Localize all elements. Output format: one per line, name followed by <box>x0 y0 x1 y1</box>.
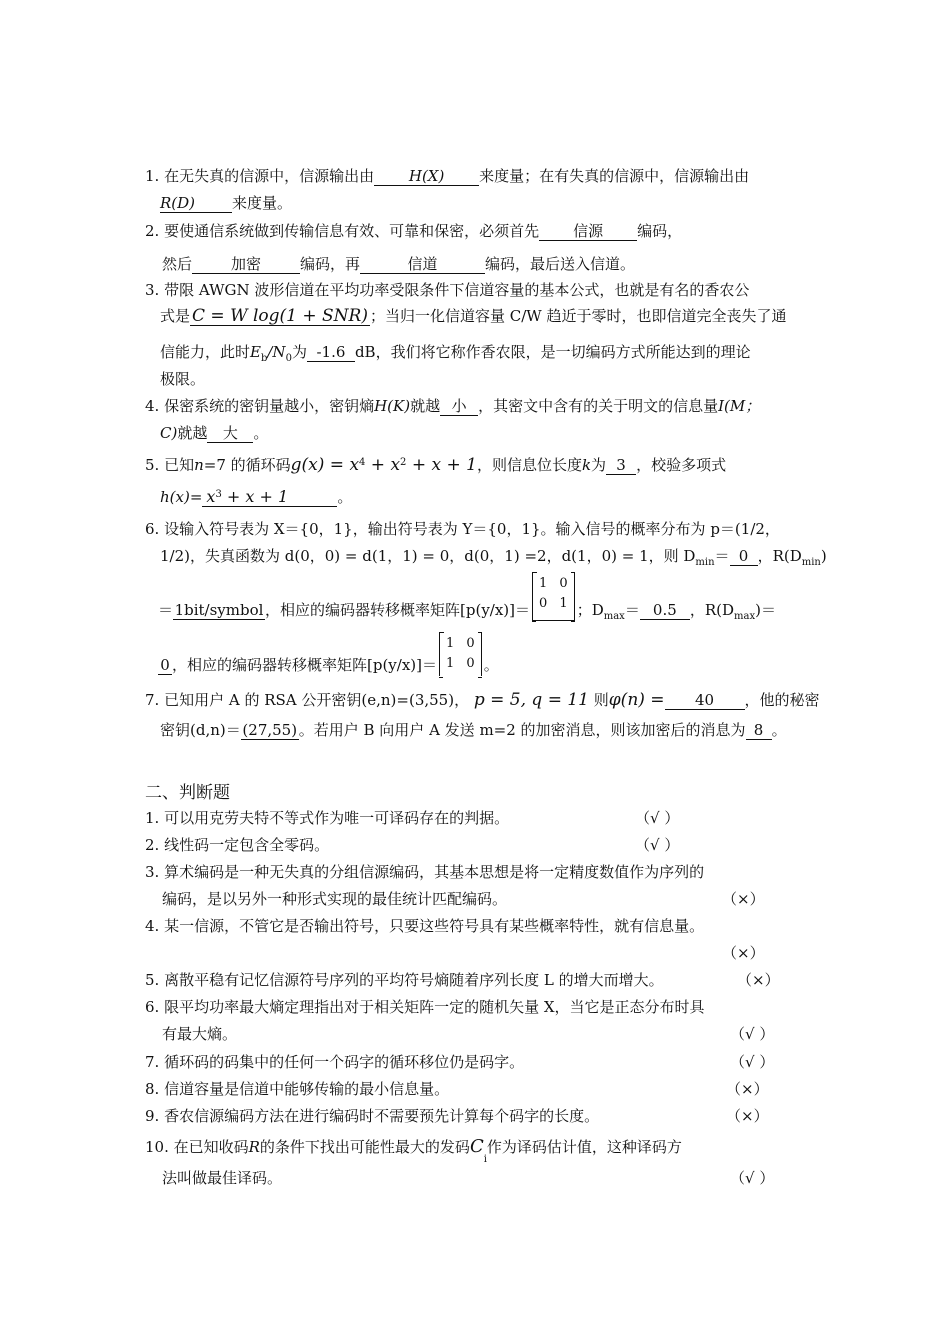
q2-answer-2: 加密 <box>192 256 300 274</box>
q4-line1: 4. 保密系统的密钥量越小，密钥熵H(K)就越 小 ，其密文中含有的关于明文的信息量I(M； <box>145 397 761 415</box>
section-title-judgement: 二、判断题 <box>145 783 230 803</box>
judge-item-6: 6. 限平均功率最大熵定理指出对于相关矩阵一定的随机矢量 X，当它是正态分布时具 <box>145 998 705 1016</box>
judge-mark-5: （×） <box>737 971 780 989</box>
judge-mark-1: （√ ） <box>635 809 680 827</box>
judge-mark-7: （√ ） <box>730 1053 775 1071</box>
judge-item-8: 8. 信道容量是信道中能够传输的最小信息量。 <box>145 1080 450 1098</box>
q3-line1: 3. 带限 AWGN 波形信道在平均功率受限条件下信道容量的基本公式，也就是有名的香农公 <box>145 281 750 299</box>
q1-answer-2: R(D) <box>160 195 232 213</box>
q3-line4: 极限。 <box>160 370 206 388</box>
q3-line2: 式是 C = W log(1 + SNR) ；当归一化信道容量 C/W 趋近于零时，也即信道完全丧失了通 <box>160 306 787 326</box>
q3-answer: -1.6 <box>307 344 355 362</box>
q1-answer-1: H(X) <box>374 168 479 186</box>
q6-answer-4: 0 <box>158 657 172 675</box>
judge-item-3-cont: 编码，是以另外一种形式实现的最佳统计匹配编码。 <box>162 890 508 908</box>
judge-item-4: 4. 某一信源，不管它是否输出符号，只要这些符号具有某些概率特性，就有信息量。 <box>145 917 705 935</box>
judge-item-1: 1. 可以用克劳夫特不等式作为唯一可译码存在的判据。 <box>145 809 510 827</box>
q6-line2: 1/2)，失真函数为 d(0，0) = d(1，1) = 0，d(0，1) =2，d(1，0) = 1，则 $D_{min}= 0$ ，$R(D_{min})$ <box>160 547 827 568</box>
q1-line1: 1. 在无失真的信源中，信源输出由 H(X) 来度量；在有失真的信源中，信源输出由 <box>145 167 750 185</box>
judge-item-10-cont: 法叫做最佳译码。 <box>162 1169 283 1187</box>
q5-answer-1: 3 <box>606 457 636 475</box>
q4-answer-1: 小 <box>440 398 478 416</box>
q7-answer-2: (27,55) <box>242 721 298 739</box>
q6-answer-3: 0.5 <box>640 602 690 620</box>
q1-line2: R(D) 来度量。 <box>160 194 293 212</box>
judge-mark-6: （√ ） <box>730 1025 775 1043</box>
judge-mark-10: （√ ） <box>730 1169 775 1187</box>
q2-line2: 然后 加密 编码，再 信道 编码，最后送入信道。 <box>162 255 636 273</box>
q6-line3: ＝ 1bit/symbol ，相应的编码器转移概率矩阵[p(y/x)]＝ 1 0 0 1 ；$D_{max}= 0.5$ ，$R(D_{max})=$ <box>158 572 776 624</box>
q4-line2: C)就越 大 。 <box>160 424 269 442</box>
q6-answer-2: 1bit/symbol <box>174 600 264 619</box>
q2-answer-1: 信源 <box>539 223 637 241</box>
q7-line1: 7. 已知用户 A 的 RSA 公开密钥(e,n)=(3,55)， p = 5, q = 11 则φ(n) = 40 ，他的秘密 <box>145 690 820 710</box>
shannon-formula: C = W log(1 + SNR) <box>192 306 368 326</box>
judge-item-6-cont: 有最大熵。 <box>162 1025 238 1043</box>
transition-matrix-2: 1 0 1 0 <box>439 632 482 676</box>
judge-mark-9: （×） <box>726 1107 769 1125</box>
judge-item-9: 9. 香农信源编码方法在进行编码时不需要预先计算每个码字的长度。 <box>145 1107 600 1125</box>
judge-mark-2: （√ ） <box>635 836 680 854</box>
q2-line1: 2. 要使通信系统做到传输信息有效、可靠和保密，必须首先 信源 编码， <box>145 222 683 240</box>
judge-item-10: 10. 在已知收码R的条件下找出可能性最大的发码$C_i$作为译码估计值，这种译码方 <box>145 1136 682 1165</box>
judge-item-2: 2. 线性码一定包含全零码。 <box>145 836 330 854</box>
q6-line1: 6. 设输入符号表为 X＝{0，1}，输出符号表为 Y＝{0，1}。输入信号的概率分布为 p＝(1/2， <box>145 520 780 538</box>
q6-line4: 0 ，相应的编码器转移概率矩阵[p(y/x)]＝ 1 0 1 0 。 <box>158 632 499 676</box>
q7-answer-1: 40 <box>665 692 745 710</box>
q7-answer-3: 8 <box>746 722 772 740</box>
q4-answer-2: 大 <box>207 425 253 443</box>
q5-line2: $h(x)= x^3 + x + 1$ 。 <box>160 487 353 506</box>
q3-line3: 信能力，此时$E_b/N_0$为 -1.6 dB，我们将它称作香农限，是一切编码方式所能达到的理论 <box>160 343 751 364</box>
q5-answer-2: $x^3 + x + 1$ <box>202 486 337 507</box>
judge-mark-4: （×） <box>722 944 765 962</box>
q7-line2: 密钥(d,n)＝ (27,55) 。若用户 B 向用户 A 发送 m=2 的加密消息，则该加密后的消息为 8 。 <box>160 721 787 739</box>
transition-matrix-1: 1 0 0 1 <box>532 572 575 621</box>
q2-answer-3: 信道 <box>360 256 485 274</box>
q6-answer-1: 0 <box>730 548 758 566</box>
judge-item-3: 3. 算术编码是一种无失真的分组信源编码，其基本思想是将一定精度数值作为序列的 <box>145 863 705 881</box>
judge-item-7: 7. 循环码的码集中的任何一个码字的循环移位仍是码字。 <box>145 1053 525 1071</box>
judge-mark-8: （×） <box>726 1080 769 1098</box>
judge-mark-3: （×） <box>722 890 765 908</box>
q5-line1: 5. 已知n=7 的循环码$g(x) = x^4 + x^2 + x + 1$，则信息位长度k为 3 ，校验多项式 <box>145 455 727 475</box>
judge-item-5: 5. 离散平稳有记忆信源符号序列的平均符号熵随着序列长度 L 的增大而增大。 <box>145 971 664 989</box>
